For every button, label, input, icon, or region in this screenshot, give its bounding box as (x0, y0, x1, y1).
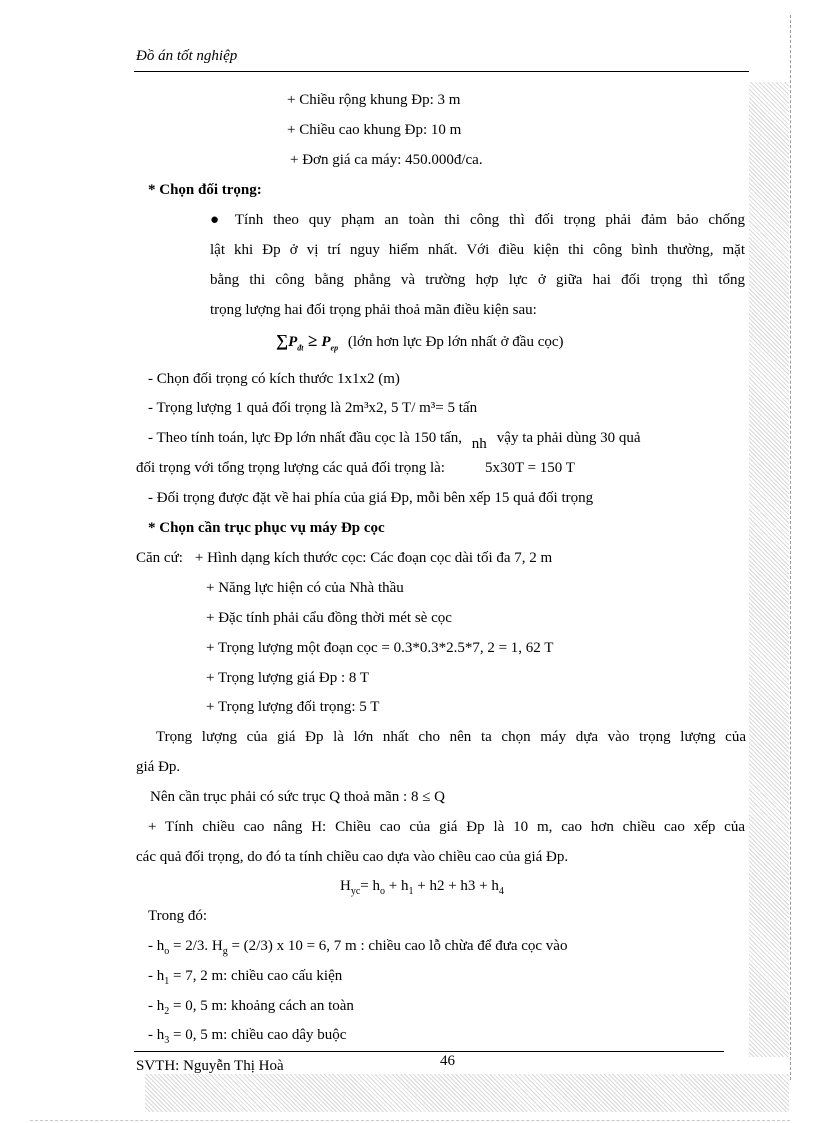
item-text: - Theo tính toán, lực Đp lớn nhất đầu cọc là 150 tấn, (148, 430, 463, 446)
stray-text: nh (471, 436, 487, 452)
formula-note: (lớn hơn lực Đp lớn nhất ở đầu cọc) (347, 334, 564, 350)
document-header: Đồ án tốt nghiệp (136, 48, 238, 64)
paragraph-line: giá Đp. (136, 759, 181, 775)
page-border-right (790, 15, 791, 1080)
paragraph-line: lật khi Đp ở vị trí nguy hiểm nhất. Với điều kiện thi công bình thường, mặt (210, 242, 745, 258)
basis-line: + Trọng lượng đối trọng: 5 T (206, 699, 380, 715)
basis-line (136, 549, 552, 567)
item-line: - Trọng lượng 1 quả đối trọng là 2m³x2, 5 T/ m³= 5 tấn (148, 400, 478, 416)
page-shadow-right (749, 82, 789, 1057)
term-text: = 0, 5 m: khoảng cách an toàn (173, 998, 354, 1014)
basis-line: + Trọng lượng một đoạn cọc = 0.3*0.3*2.5*7, 2 = 1, 62 T (206, 640, 554, 656)
basis-text: + Hình dạng kích thước cọc: Các đoạn cọc dài tối đa 7, 2 m (194, 550, 553, 566)
height-formula: $H_{yc}= h_o + h_1 + h2 + h3 + h_4$ (340, 878, 504, 897)
spec-height: + Chiều cao khung Đp: 10 m (287, 122, 462, 138)
bullet-icon: ● (210, 212, 226, 228)
basis-label: Căn cứ: (136, 550, 183, 566)
paragraph-line: các quả đối trọng, do đó ta tính chiều cao dựa vào chiều cao của giá Đp. (136, 849, 569, 865)
term-line: - $h_2 = 0$, 5 m: khoảng cách an toàn (148, 998, 354, 1017)
section-heading-crane: * Chọn cần trục phục vụ máy Đp cọc (148, 520, 385, 536)
term-text: = 0, 5 m: chiều cao dây buộc (173, 1027, 347, 1043)
term-line: - $h_o = 2/3$. $H_g = (2/3)$ x 10 = 6, 7 m : chiều cao lỗ chừa để đưa cọc vào (148, 938, 568, 957)
paragraph-line: trọng lượng hai đối trọng phải thoả mãn điều kiện sau: (210, 302, 537, 318)
paragraph-line: + Tính chiều cao nâng H: Chiều cao của giá Đp là 10 m, cao hơn chiều cao xếp của (148, 819, 745, 835)
where-label: Trong đó: (148, 908, 208, 924)
page-shadow-bottom (145, 1074, 789, 1112)
item-value: 5x30T = 150 T (484, 460, 575, 476)
item-line: - Chọn đối trọng có kích thước 1x1x2 (m) (148, 371, 400, 387)
spec-width: + Chiều rộng khung Đp: 3 m (287, 92, 461, 108)
item-text: vậy ta phải dùng 30 quả (496, 430, 641, 446)
paragraph-line: Trọng lượng của giá Đp là lớn nhất cho nên ta chọn máy dựa vào trọng lượng của (156, 729, 746, 745)
page-border-bottom (30, 1120, 790, 1121)
item-text: đối trọng với tổng trọng lượng các quả đối trọng là: (136, 460, 445, 476)
footer-rule (134, 1051, 724, 1052)
sum-formula-image: $\sum P_{đt} \ge P_{ep}$ (276, 331, 339, 353)
basis-line: + Năng lực hiện có của Nhà thầu (206, 580, 404, 596)
page-number: 46 (440, 1053, 455, 1069)
item-line (148, 429, 641, 452)
paragraph-line (210, 211, 745, 229)
paragraph-text: Tính theo quy phạm an toàn thi công thì đối trọng phải đảm bảo chống (234, 212, 746, 228)
spec-price: + Đơn giá ca máy: 450.000đ/ca. (290, 152, 483, 168)
paragraph-line: bằng thi công bằng phẳng và trường hợp lực ở giữa hai đối trọng thì tổng (210, 272, 745, 288)
term-line: - $h_1 = 7$, 2 m: chiều cao cấu kiện (148, 968, 343, 987)
term-text: = 7, 2 m: chiều cao cấu kiện (173, 968, 343, 984)
term-line: - $h_3 = 0$, 5 m: chiều cao dây buộc (148, 1027, 347, 1046)
header-rule (134, 71, 749, 72)
term-text: = 2/3. H (173, 938, 223, 954)
basis-line: + Đặc tính phải cẩu đồng thời mét sè cọc (206, 610, 452, 626)
formula-line (276, 332, 564, 357)
basis-line: + Trọng lượng giá Đp : 8 T (206, 670, 370, 686)
item-line (136, 459, 575, 477)
section-heading-counterweight: * Chọn đối trọng: (148, 182, 262, 198)
item-line: - Đối trọng được đặt về hai phía của giá Đp, mỗi bên xếp 15 quả đối trọng (148, 490, 594, 506)
footer-author: SVTH: Nguyễn Thị Hoà (136, 1058, 284, 1074)
term-text: = (2/3) x 10 = 6, 7 m : chiều cao lỗ chừa để đưa cọc vào (231, 938, 568, 954)
paragraph-line: Nên cần trục phải có sức trục Q thoả mãn : 8 ≤ Q (150, 789, 446, 805)
